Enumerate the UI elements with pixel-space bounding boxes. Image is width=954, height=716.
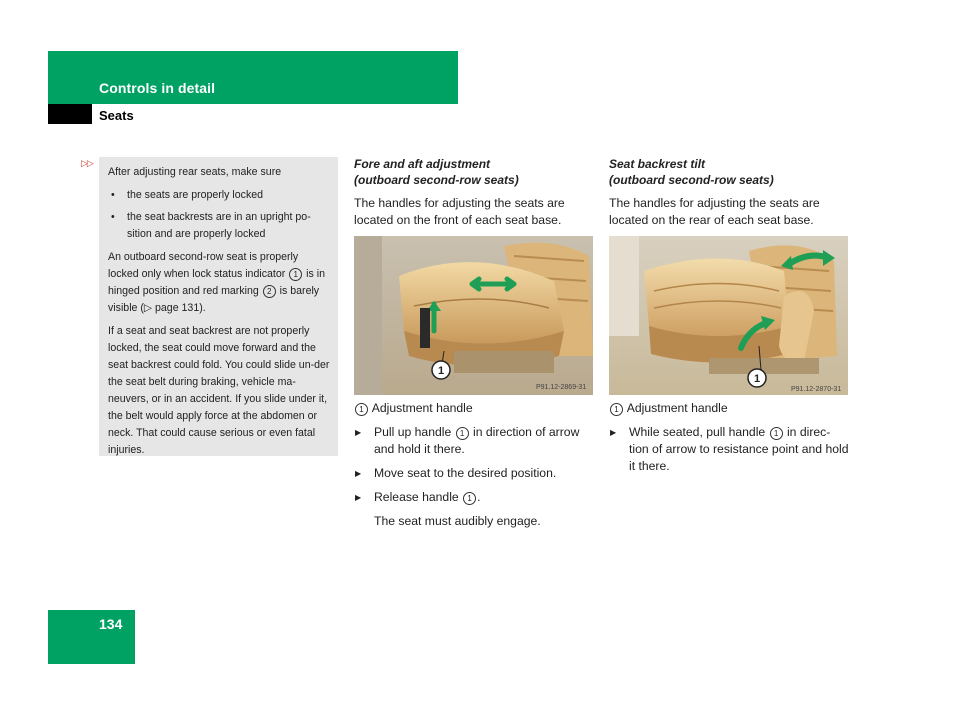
subsection-marker <box>48 104 92 124</box>
text: in direction of arrow and hold it there. <box>374 425 580 456</box>
warning-list <box>108 187 330 243</box>
seat-fore-aft-photo <box>354 236 593 395</box>
fore-aft-heading <box>354 156 594 188</box>
callout-1-icon: 1 <box>289 268 302 281</box>
photo-callout-1: 1 <box>753 373 761 385</box>
backrest-heading <box>609 156 849 188</box>
instruction-step <box>354 424 594 458</box>
heading-line: (outboard second-row seats) <box>354 173 519 187</box>
backrest-intro: The handles for adjusting the seats are located on the rear of each seat base. <box>609 196 820 227</box>
text: An outboard second-row seat is properly locked only when lock status indicator <box>108 251 299 280</box>
instruction-step <box>354 489 594 506</box>
page-ref-arrow-icon: ▷ <box>143 302 153 314</box>
warning-bullet: • the seats are properly locked <box>108 187 330 204</box>
photo-callout-1: 1 <box>437 365 445 377</box>
callout-1-icon: 1 <box>456 427 469 440</box>
warning-danger-paragraph: If a seat and seat backrest are not properly locked, the seat could move forward and the seat backrest could fold. You could slide un-der the seat belt during braking, vehicle ma-neuvers, or in an accident. If you slide under it, the belt would apply force at the abdomen or neck. That could cause serious or even fatal injuries. <box>108 325 330 456</box>
instruction-step: ▶ Move seat to the desired position. <box>354 465 594 482</box>
callout-1-icon: 1 <box>355 403 368 416</box>
seat-backrest-photo <box>609 236 848 395</box>
engage-note: The seat must audibly engage. <box>374 514 541 528</box>
warning-intro: After adjusting rear seats, make sure <box>108 166 282 178</box>
instruction-step <box>609 424 849 475</box>
subsection-title: Seats <box>99 108 134 123</box>
warning-lock-paragraph <box>108 249 330 317</box>
text: in direc-tion of arrow to resistance point and hold it there. <box>629 425 849 473</box>
page-number: 134 <box>99 616 123 632</box>
heading-line: (outboard second-row seats) <box>609 173 774 187</box>
callout-1-icon: 1 <box>610 403 623 416</box>
image-code: P91.12-2869-31 <box>536 384 587 391</box>
header-bar <box>48 51 458 104</box>
image-code: P91.12-2870-31 <box>791 386 842 393</box>
heading-line: Seat backrest tilt <box>609 157 706 171</box>
legend-item <box>609 400 849 417</box>
legend-text: Adjustment handle <box>371 401 473 415</box>
text: is in hinged position and red marking <box>108 268 325 297</box>
callout-2-icon: 2 <box>263 285 276 298</box>
legend-text: Adjustment handle <box>626 401 728 415</box>
text: Pull up handle <box>374 425 455 439</box>
warning-box <box>99 157 338 456</box>
fore-aft-section <box>354 156 594 537</box>
section-title: Controls in detail <box>99 80 216 96</box>
backrest-section <box>609 156 849 482</box>
heading-line: Fore and aft adjustment <box>354 157 491 171</box>
warning-bullet: • the seat backrests are in an upright po-sition and are properly locked <box>108 209 330 243</box>
text: is barely visible ( <box>108 285 320 314</box>
legend-item <box>354 400 594 417</box>
continued-icon: ▷▷ <box>81 158 93 168</box>
fore-aft-intro: The handles for adjusting the seats are located on the front of each seat base. <box>354 196 565 227</box>
callout-1-icon: 1 <box>770 427 783 440</box>
text: While seated, pull handle <box>629 425 769 439</box>
page-ref-link[interactable]: page 131). <box>152 302 206 314</box>
callout-1-icon: 1 <box>463 492 476 505</box>
text: Release handle <box>374 490 463 504</box>
text: . <box>477 490 481 504</box>
